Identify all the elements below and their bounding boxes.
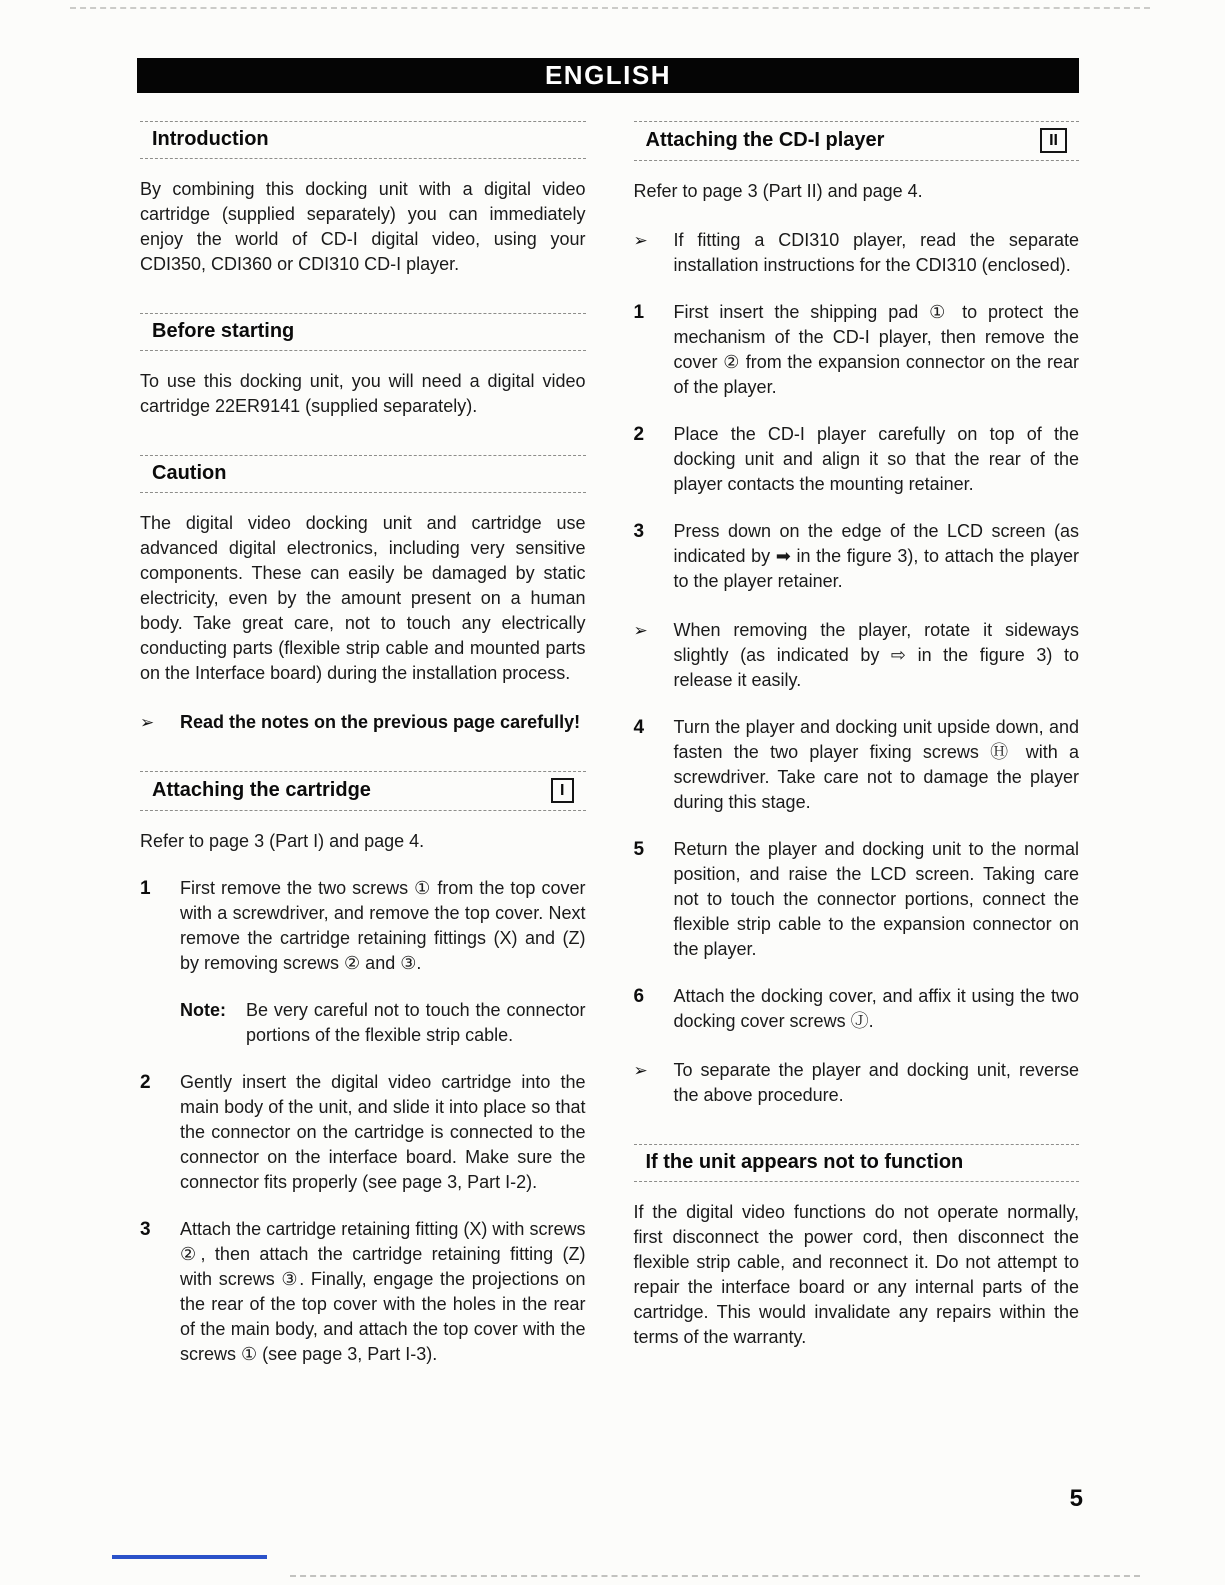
numbered-step [634, 984, 1080, 1034]
malfunction-paragraph: If the digital video functions do not operate normally, first disconnect the power cord, then disconnect the flexible strip cable, and reconnect it. Do not attempt to repair the interface board or any internal parts of the cartridge. This would invalidate any repairs within the terms of the warranty. [633, 1202, 1079, 1347]
step-text: Attach the cartridge retaining fitting (X) with screws ②, then attach the cartridge retaining fitting (Z) with screws ③. Finally, engage the projections on the rear of the top cover with the holes in the rear of the main body, and attach the top cover with the screws ① (see page 3, Part I-3). [180, 1219, 586, 1364]
step-number: 1 [633, 302, 645, 323]
step-number: 6 [633, 986, 645, 1007]
step-number: 3 [140, 1219, 151, 1240]
numbered-step [634, 715, 1080, 815]
section-introduction [140, 121, 586, 277]
heading-text: Attaching the CD-I player [645, 129, 885, 151]
step-text: Place the CD-I player carefully on top of the docking unit and align it so that the rear of the player contacts the mounting retainer. [673, 424, 1079, 494]
section-before-starting [140, 313, 586, 419]
note-text: Be very careful not to touch the connector portions of the flexible strip cable. [246, 1000, 586, 1045]
step-text: Press down on the edge of the LCD screen (as indicated by ➡ in the figure 3), to attach the player to the player retainer. [673, 521, 1079, 591]
section-attaching-player [634, 121, 1080, 1108]
arrow-bullet-icon: ➢ [633, 621, 648, 640]
step-text: Attach the docking cover, and affix it using the two docking cover screws Ⓙ. [673, 986, 1079, 1031]
step-number: 5 [633, 839, 645, 860]
note-block [180, 998, 586, 1048]
section-attaching-cartridge [140, 771, 586, 1367]
step-number: 1 [140, 878, 151, 899]
numbered-step [140, 1070, 586, 1195]
read-notes-warning-text: Read the notes on the previous page carefully! [180, 712, 581, 732]
language-banner [137, 58, 1079, 93]
introduction-paragraph: By combining this docking unit with a digital video cartridge (supplied separately) you can immediately enjoy the world of CD-I digital video, using your CDI350, CDI360 or CDI310 CD-I player. [140, 179, 586, 274]
step-number: 2 [633, 424, 645, 445]
page-number: 5 [1069, 1485, 1083, 1512]
arrow-note [634, 618, 1080, 693]
heading-text: Attaching the cartridge [152, 779, 371, 801]
left-column [140, 121, 586, 1367]
arrow-note-text: To separate the player and docking unit, reverse the above procedure. [673, 1060, 1079, 1105]
section-heading-attaching-player [634, 121, 1080, 161]
numbered-step [140, 1217, 586, 1367]
arrow-bullet-icon: ➢ [140, 713, 155, 732]
right-column [634, 121, 1080, 1367]
step-number: 2 [140, 1072, 151, 1093]
arrow-note-text: If fitting a CDI310 player, read the separate installation instructions for the CDI310 (enclosed). [673, 230, 1079, 275]
note-label: Note: [180, 1000, 226, 1020]
numbered-step [634, 519, 1080, 594]
before-starting-paragraph: To use this docking unit, you will need a digital video cartridge 22ER9141 (supplied separately). [140, 371, 586, 416]
heading-text: If the unit appears not to function [645, 1151, 964, 1173]
part-roman-numeral-badge: II [1040, 128, 1067, 153]
two-column-layout [140, 121, 1079, 1367]
arrow-note [634, 1058, 1080, 1108]
section-heading-introduction [140, 121, 586, 159]
step-text: Gently insert the digital video cartridge into the main body of the unit, and slide it into place so that the connector on the cartridge is connected to the connector on the interface board. Make sure the connector fits properly (see page 3, Part I-2). [180, 1072, 586, 1192]
section-heading-before-starting [140, 313, 586, 351]
reference-line: Refer to page 3 (Part I) and page 4. [140, 831, 425, 851]
section-heading-caution [140, 455, 586, 493]
heading-text: Introduction [152, 128, 269, 150]
step-text: First remove the two screws ① from the top cover with a screwdriver, and remove the top cover. Next remove the cartridge retaining fittings (X) and (Z) by removing screws ② and ③. [180, 878, 586, 973]
numbered-step [634, 422, 1080, 497]
step-text: First insert the shipping pad ① to protect the mechanism of the CD-I player, then remove the cover ② from the expansion connector on the rear of the player. [673, 302, 1079, 397]
scan-noise-top [70, 7, 1150, 9]
arrow-bullet-icon: ➢ [633, 1061, 648, 1080]
section-heading-attaching-cartridge [140, 771, 586, 811]
language-banner-text: ENGLISH [544, 60, 672, 90]
caution-paragraph: The digital video docking unit and cartridge use advanced digital electronics, including very sensitive components. These can easily be damaged by static electricity, even by the amount present on a human body. Take great care, not to touch any electrically conducting parts (flexible strip cable and mounted parts on the Interface board) during the installation process. [140, 513, 586, 683]
section-malfunction [634, 1144, 1080, 1350]
arrow-note-text: When removing the player, rotate it sideways slightly (as indicated by ⇨ in the figure 3) to release it easily. [673, 620, 1079, 690]
step-text: Turn the player and docking unit upside down, and fasten the two player fixing screws Ⓗ with a screwdriver. Take care not to damage the player during this stage. [673, 717, 1079, 812]
arrow-bullet-icon: ➢ [633, 231, 648, 250]
step-number: 3 [633, 521, 645, 542]
part-roman-numeral-badge: I [551, 778, 573, 803]
heading-text: Caution [152, 462, 227, 484]
scan-artifact-blue-line [112, 1555, 267, 1559]
numbered-step [140, 876, 586, 976]
heading-text: Before starting [152, 320, 295, 342]
step-number: 4 [633, 717, 645, 738]
section-heading-malfunction [634, 1144, 1080, 1182]
reference-line: Refer to page 3 (Part II) and page 4. [633, 181, 923, 201]
step-text: Return the player and docking unit to the normal position, and raise the LCD screen. Taking care not to touch the connector portions, connect the flexible strip cable to the expansion connector on the player. [673, 839, 1079, 959]
numbered-step [634, 837, 1080, 962]
scan-noise-bottom [290, 1575, 1140, 1577]
numbered-step [634, 300, 1080, 400]
arrow-note [634, 228, 1080, 278]
section-caution [140, 455, 586, 735]
read-notes-warning [140, 710, 586, 735]
